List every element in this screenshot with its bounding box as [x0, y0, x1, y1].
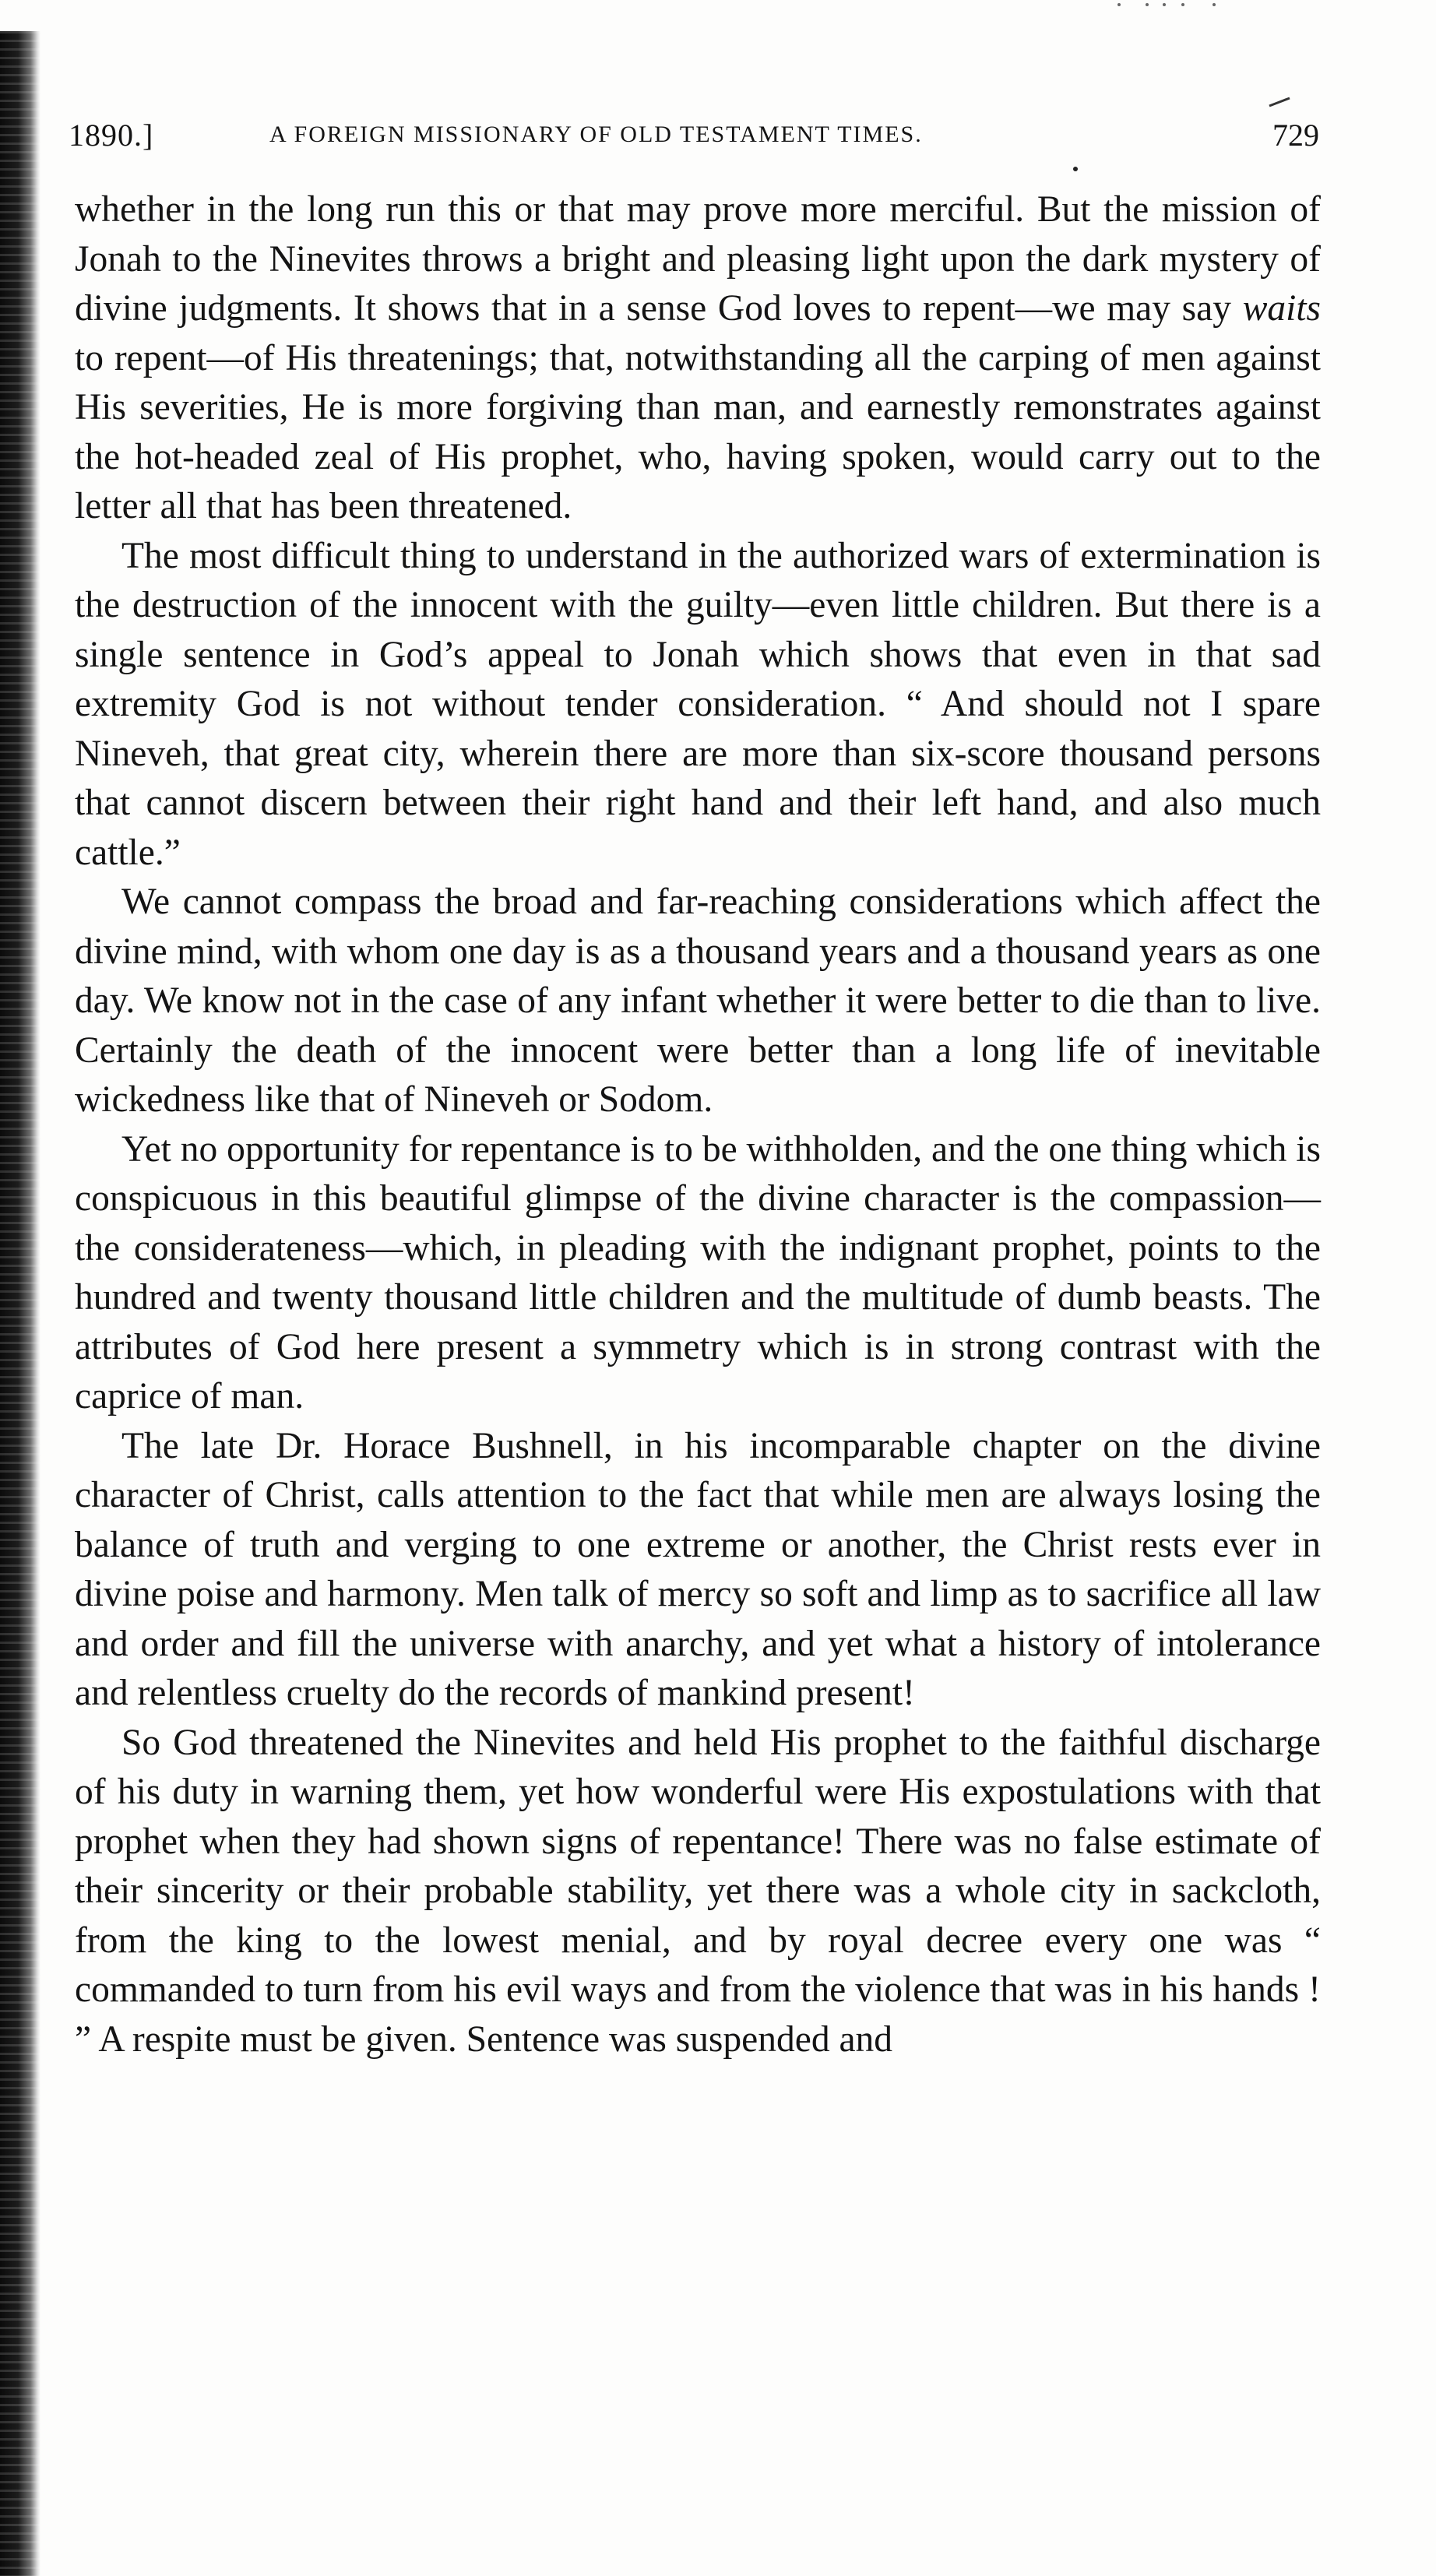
- paragraph: [75, 1125, 1321, 1422]
- paragraph-text: The most difficult thing to understand in the authorized wars of extermination is the destruction of the innocent with the guilty—even little children. But there is a single sentence in God’s appeal to Jonah which shows that even in that sad extremity God is not without tender consideration. “ And should not I spare Nineveh, that great city, wherein there are more than six-score thousand persons that cannot discern between their right hand and their left hand, and also much cattle.”: [75, 535, 1321, 873]
- paragraph: [75, 185, 1321, 532]
- pencil-tick-mark: [1268, 97, 1291, 107]
- paragraph: [75, 1422, 1321, 1719]
- paragraph-text: to repent—of His threatenings; that, notwithstanding all the carping of men against His severities, He is more forgiving than man, and earnestly remonstrates against the hot-headed zeal of His prophet, who, having spoken, would carry out to the letter all that has been threatened.: [75, 337, 1321, 526]
- paragraph-text: So God threatened the Ninevites and held His prophet to the faithful discharge of his duty in warning them, yet how wonderful were His expostulations with that prophet when they had shown signs of repentance! There was no false estimate of their sincerity or their probable stability, yet there was a whole city in sackcloth, from the king to the lowest menial, and by royal decree every one was “ commanded to turn from his evil ways and from the violence that was in his hands ! ” A respite must be given. Sentence was suspended and: [75, 1722, 1321, 2060]
- body-text: [75, 185, 1321, 2064]
- italic-text: waits: [1242, 288, 1321, 329]
- running-title: A FOREIGN MISSIONARY OF OLD TESTAMENT TIMES.: [269, 121, 923, 147]
- paragraph-text: The late Dr. Horace Bushnell, in his incomparable chapter on the divine character of Christ, calls attention to the fact that while men are always losing the balance of truth and verging to one extreme or another, the Christ rests ever in divine poise and harmony. Men talk of mercy so soft and limp as to sacrifice all law and order and fill the universe with anarchy, and yet what a history of intolerance and relentless cruelty do the records of mankind present!: [75, 1425, 1321, 1713]
- paragraph-text: Yet no opportunity for repentance is to be withholden, and the one thing which is conspicuous in this beautiful glimpse of the divine character is the compassion—the considerateness—which, in pleading with the indignant prophet, points to the hundred and twenty thousand little children and the multitude of dumb beasts. The attributes of God here present a symmetry which is in strong contrast with the caprice of man.: [75, 1128, 1321, 1416]
- paragraph: [75, 532, 1321, 878]
- page-number: 729: [1272, 118, 1319, 153]
- paragraph-text: whether in the long run this or that may prove more merciful. But the mission of Jonah to the Ninevites throws a bright and pleasing light upon the dark mystery of divine judgments. It shows that in a sense God loves to repent—we may say: [75, 189, 1321, 329]
- paragraph: [75, 878, 1321, 1125]
- binding-texture: [0, 31, 55, 2576]
- header-dot: [1073, 167, 1078, 171]
- header-year: 1890.]: [69, 118, 154, 153]
- running-header: [69, 117, 1319, 164]
- top-specks: [1117, 0, 1227, 11]
- paragraph-text: We cannot compass the broad and far-reaching considerations which affect the divine mind, with whom one day is as a thousand years and a thousand years as one day. We know not in the case of any infant whether it were better to die than to live. Certainly the death of the innocent were better than a long life of inevitable wickedness like that of Nineveh or Sodom.: [75, 882, 1321, 1120]
- paragraph: [75, 1719, 1321, 2065]
